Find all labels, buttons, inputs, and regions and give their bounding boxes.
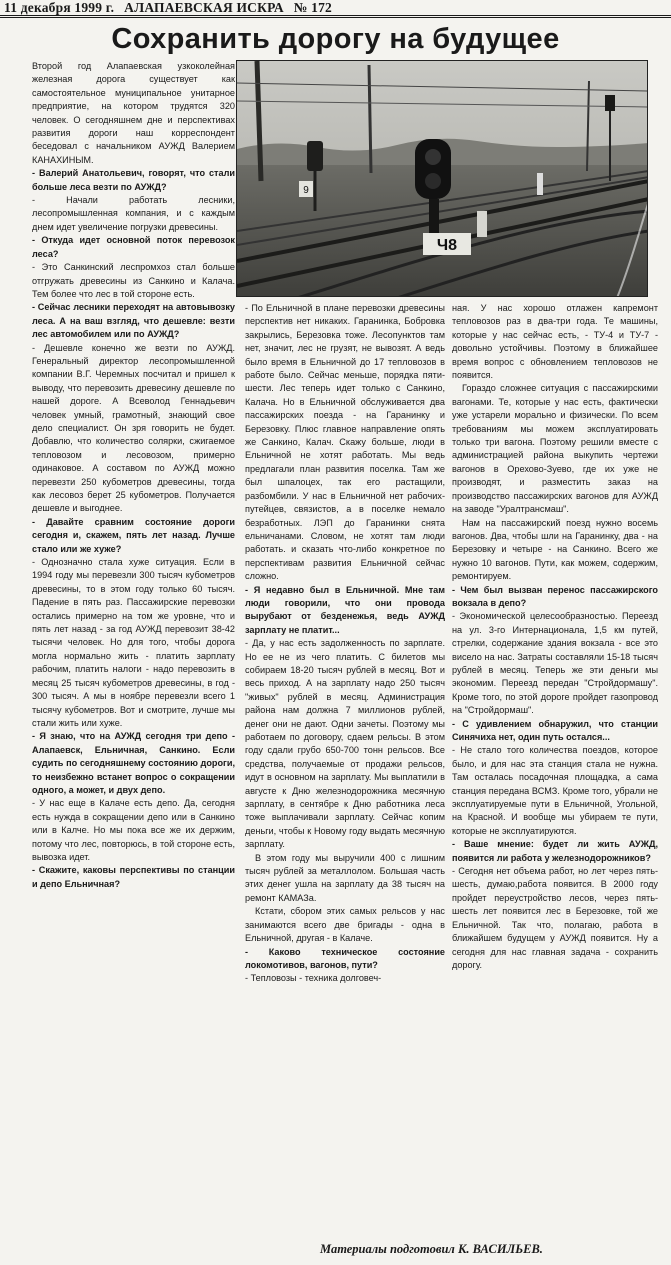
article-paragraph: Нам на пассажирский поезд нужно восемь вагонов. Два, чтобы шли на Гаранинку, два - на Березовку и четыре - на Санкино. Всего же нужно 10 вагонов. Пути, как можем, содержим, ремонтируем. — [452, 517, 658, 582]
interview-question: - Каково техническое состояние локомотивов, вагонов, пути? — [245, 946, 445, 970]
railway-signal-image — [237, 61, 648, 297]
article-paragraph: - Однозначно стала хуже ситуация. Если в 1994 году мы перевезли 300 тысяч кубометров древесины, то в этом году только 60 тысяч. Падение в пять раз. Пассажирские перевозки остались примерно на том же уровне, что и пять лет назад - за год АУЖД перевозит 38-42 тысячи человек. Но для того, чтобы дорога могла нормально жить - платить зарплату рабочим, платить налоги - надо перевозить в месяц 25 тысяч кубометров древесины, в год - 300 тысяч. А мы в ноябре перевезли всего 1 тысячу кубометров. Вот и смотрите, лучше мы стали жить или хуже. — [32, 557, 235, 728]
article-paragraph: - Экономической целесообразностью. Переезд на ул. 3-го Интернационала, 1,5 км путей, стрелки, содержание здания вокзала - все это висело на нас. Затраты составляли 15-18 тысяч рублей в месяц. Теперь же эти деньги мы экономим. Переезд передан "Стройдормашу". Кроме того, по этой дороге пройдет газопровод на "Стройдормаш". — [452, 611, 658, 716]
article-paragraph: В этом году мы выручили 400 с лишним тысяч рублей за металлолом. Большая часть этих денег ушла на зарплату да 38 тысяч на ремонт КАМАЗа. — [245, 852, 445, 903]
railway-photo — [236, 60, 648, 297]
interview-question: - Я знаю, что на АУЖД сегодня три депо - Алапаевск, Ельничная, Санкино. Если судить по сегодняшнему состоянию дороги, то неизбежно встанет вопрос о сокращении одного, а может, и двух депо. — [32, 731, 235, 795]
article-paragraph: - Начали работать лесники, лесопромышленная компания, и с каждым днем идет увеличение погрузки древесины. — [32, 195, 235, 232]
article-paragraph: - Не стало того количества поездов, которое было, и для нас эта станция стала не нужна. Там осталась посадочная площадка, а сама станция передана ВСМЗ. Кроме того, убрали не эксплуатируемые пути в Ельничной, Угольной, на Красной. И вообще мы убираем те пути, которые не эксплуатируются. — [452, 745, 658, 836]
interview-question: - Скажите, каковы перспективы по станции и депо Ельничная? — [32, 865, 235, 889]
issue-date: 11 декабря 1999 г. — [4, 0, 115, 15]
interview-question: - Валерий Анатольевич, говорят, что стали больше леса везти по АУЖД? — [32, 168, 235, 192]
author-credit: Материалы подготовил К. ВАСИЛЬЕВ. — [320, 1242, 543, 1256]
article-paragraph: - Сегодня нет объема работ, но лет через пять-шесть, думаю,работа появится. В 2000 году пройдет переустройство лесов, через пять-шесть лет появится лес в Березовке, той же Ельничной. Так что, полагаю, работа в ближайшем будущем у АУЖД появится. Ну а сегодня для нас главная задача - сохранить дорогу. — [452, 866, 658, 970]
interview-question: - Откуда идет основной поток перевозок леса? — [32, 235, 235, 259]
article-column-2 — [245, 302, 445, 1244]
interview-question: - Сейчас лесники переходят на автовывозку леса. А на ваш взгляд, что дешевле: везти лес автомобилем или по АУЖД? — [32, 302, 235, 340]
article-paragraph: - По Ельничной в плане перевозки древесины перспектив нет никаких. Гаранинка, Бобровка закрылись, Березовка тоже. Лесопунктов там нет, значит, лес не грузят, не вывозят. А ведь было время в Ельничной до 17 тепловозов в работе было. Сейчас меньше, порядка пяти-шести. Лес теперь идет только с Санкино, Калача. Но в Ельничной обслуживается два пассажирских поезда - на Гаранинку и Березовку. Плюс главное направление опять же Санкино, Калач. Скажу больше, люди в Ельничной не хотят работать. Мы ведь предлагали план развития поселка. Там же был шпалоцех, так его растащили, разбомбили. У нас в Ельничной нет рабочих-путейцев, связистов, а в поселке немало безработных. ЛЭП до Гаранинки снята ельничанами. Словом, не хотят там люди работать. и сказать что-либо конкретное по перспективам развития Ельничной сейчас сложно. — [245, 303, 445, 582]
interview-question: - Чем был вызван перенос пассажирского вокзала в депо? — [452, 584, 658, 608]
signal-number: Ч8 — [436, 237, 458, 254]
interview-question: - Ваше мнение: будет ли жить АУЖД, появится ли работа у железнодорожников? — [452, 839, 658, 863]
article-paragraph: - Это Санкинский леспромхоз стал больше отгружать древесины из Санкино и Калача. Тем более что лес в той стороне есть. — [32, 262, 235, 299]
interview-question: - С удивлением обнаружил, что станции Синячиха нет, один путь остался... — [452, 718, 658, 742]
article-paragraph: - Да, у нас есть задолженность по зарплате. Но ее не из чего платить. С билетов мы собираем 18-20 тысяч рублей в месяц. Вот и весь приход. А на зарплату надо 250 тысяч "живых" рублей в месяц. Администрация района нам должна 7 миллионов рублей, денег они не дают. Одни зачеты. Поэтому мы работаем по договору, сдаем рельсы. В этом году сдали грубо 650-700 тонн рельсов. Все средства, получаемые от продажи рельсов, идут в основном на зарплату. Мы выплатили в августе к Дню железнодорожника месячную зарплату, в сентябре к Дню работника леса тоже выплачивали зарплату. Сейчас копим деньги, чтобы к Новому году выдать месячную зарплату. — [245, 638, 445, 850]
article-paragraph: ная. У нас хорошо отлажен капремонт тепловозов раз в два-три года. Те машины, которые у нас сейчас есть, - ТУ-4 и ТУ-7 - довольно устойчивы. Поэтому в ближайшее время вопрос с обновлением тепловозов не появится. — [452, 303, 658, 381]
newspaper-name: АЛАПАЕВСКАЯ ИСКРА — [124, 0, 284, 15]
article-column-1 — [32, 60, 235, 1265]
article-paragraph: - Тепловозы - техника долговеч- — [245, 973, 382, 984]
article-paragraph: - У нас еще в Калаче есть депо. Да, сегодня есть нужда в сокращении депо или в Санкино или в Калче. Но мы пока все же их держим, потому что лес, повторюсь, в той стороне есть, вывозка идет. — [32, 798, 235, 862]
interview-question: - Давайте сравним состояние дороги сегодня и, скажем, пять лет назад. Лучше стало или же хуже? — [32, 516, 235, 554]
article-paragraph: Гораздо сложнее ситуация с пассажирскими вагонами. Те, которые у нас есть, фактически уже устарели морально и физически. По всем требованиям мы можем эксплуатировать только три вагона. Поэтому решили вместе с администрацией района выкупить чертежи вагонов в Орехово-Зуево, где их уже не производят, и разместить заказ на производство пассажирских вагонов для АУЖД на заводе "Уралтрансмаш". — [452, 383, 658, 515]
article-headline: Сохранить дорогу на будущее — [111, 23, 560, 55]
article-column-3 — [452, 302, 658, 1244]
issue-number: № 172 — [293, 0, 332, 15]
masthead — [0, 0, 671, 18]
interview-question: - Я недавно был в Ельничной. Мне там люди говорили, что они провода вырубают от безденежья, ведь АУЖД зарплату не платит... — [245, 584, 445, 635]
marker-number: 9 — [303, 185, 309, 196]
article-paragraph: - Дешевле конечно же везти по АУЖД. Генеральный директор лесопромышленной компании В.Г. Черемных посчитал и пришел к выводу, что перевозить древесину дешевле по нашей дороге. А Всеволод Геннадьевич человек умный, грамотный, знающий свое дело специалист. Он зря говорить не будет. Добавлю, что количество солярки, сжигаемое тепловозом и лесовозом, примерно одинаковое. А составом по АУЖД можно перевезти 250 кубометров древесины, тогда как лесовоз берет 25 кубометров. Получается дешевле и выгоднее. — [32, 342, 235, 514]
article-paragraph: Второй год Алапаевская узкоколейная железная дорога существует как самостоятельное муниципальное унитарное предприятие, на котором трудятся 320 человек. О сегодняшнем дне и перспективах развития дороги наш корреспондент беседовал с начальником АУЖД Валерием КАНАХИНЫМ. — [32, 61, 235, 165]
article-paragraph: Кстати, сбором этих самых рельсов у нас занимаются всего две бригады - одна в Ельничной, другая - в Калаче. — [245, 906, 445, 944]
